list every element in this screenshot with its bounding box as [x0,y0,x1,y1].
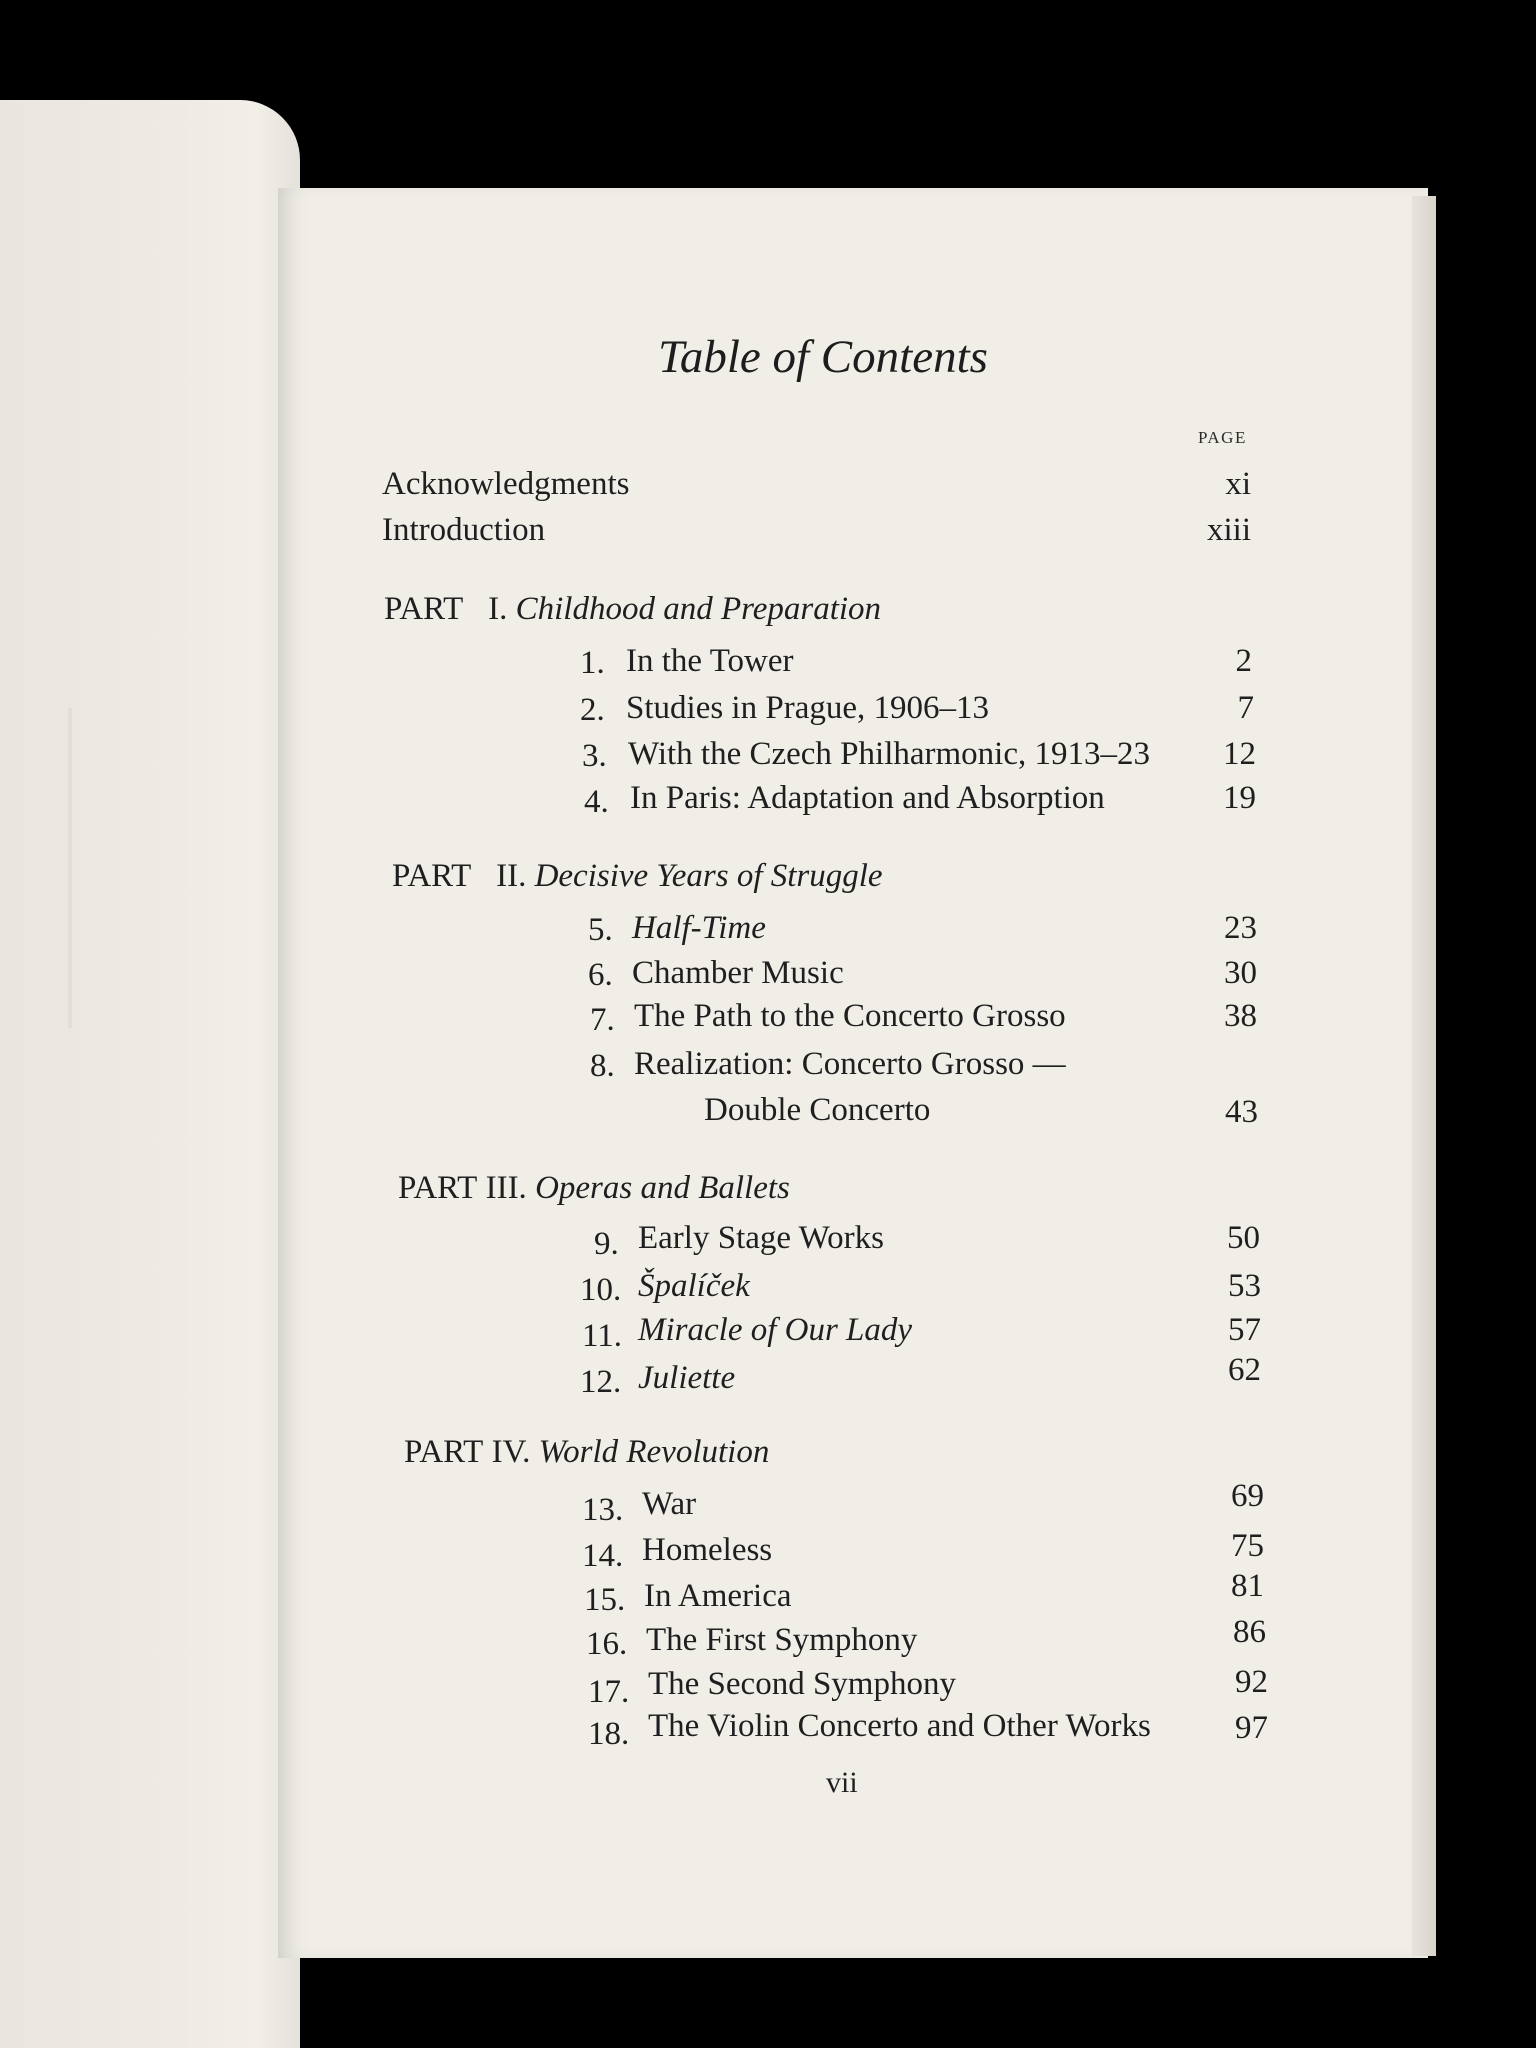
part-heading-2 [392,858,883,895]
chapter-page: 75 [1231,1528,1264,1564]
left-page [0,100,300,2048]
chapter-title: The Violin Concerto and Other Works [648,1708,1151,1744]
part-word: PART [384,591,464,627]
chapter-page: 12 [1223,736,1256,772]
toc-page-introduction: xiii [1206,512,1251,548]
chapter-page: 38 [1224,998,1257,1034]
page-crease [68,708,72,1028]
chapter-number: 5. [588,912,613,948]
chapter-page: 86 [1233,1614,1266,1650]
chapter-page: 43 [1225,1094,1258,1130]
page-number-folio: vii [826,1766,858,1799]
part-title: Decisive Years of Struggle [534,858,883,894]
chapter-number: 17. [588,1674,630,1710]
chapter-number: 16. [586,1626,628,1662]
chapter-title: With the Czech Philharmonic, 1913–23 [628,736,1150,772]
chapter-number: 8. [590,1048,615,1084]
chapter-number: 10. [580,1272,622,1308]
chapter-title: Špalíček [638,1268,750,1304]
part-numeral: I. [488,591,508,627]
chapter-title: Realization: Concerto Grosso — [634,1046,1066,1082]
chapter-page: 53 [1228,1268,1261,1304]
chapter-number: 4. [584,784,609,820]
page-title: Table of Contents [658,331,988,383]
chapter-title-continued: Double Concerto [704,1092,931,1128]
chapter-page: 62 [1228,1352,1261,1388]
part-numeral: III. [485,1170,527,1206]
chapter-number: 6. [588,957,613,993]
part-title: Childhood and Preparation [515,591,882,627]
chapter-page: 50 [1227,1220,1260,1256]
part-numeral: IV. [491,1434,531,1470]
toc-entry-acknowledgments: Acknowledgments [382,466,630,502]
part-word: PART [404,1434,484,1470]
chapter-number: 14. [582,1538,624,1574]
chapter-title: In Paris: Adaptation and Absorption [630,780,1105,816]
chapter-title: The Second Symphony [648,1666,956,1702]
part-heading-3 [398,1170,790,1207]
part-word: PART [398,1170,478,1206]
chapter-page: 19 [1223,780,1256,816]
part-title: Operas and Ballets [535,1170,790,1206]
chapter-number: 2. [580,692,605,728]
chapter-title: Studies in Prague, 1906–13 [626,690,989,726]
chapter-title: Homeless [642,1532,773,1568]
chapter-title: In the Tower [626,643,794,679]
chapter-title: War [642,1486,697,1522]
chapter-title: Half-Time [632,910,766,946]
chapter-number: 7. [590,1002,615,1038]
chapter-number: 3. [582,738,607,774]
chapter-number: 13. [582,1492,624,1528]
chapter-page: 92 [1235,1664,1268,1700]
chapter-page: 97 [1235,1710,1268,1746]
chapter-title: Chamber Music [632,955,844,991]
chapter-page: 57 [1228,1312,1261,1348]
chapter-number: 11. [582,1318,623,1354]
chapter-page: 7 [1237,690,1254,726]
chapter-number: 9. [594,1226,619,1262]
part-heading-4 [404,1434,769,1471]
chapter-number: 1. [580,645,605,681]
part-heading-1 [384,591,881,628]
chapter-page: 30 [1224,955,1257,991]
toc-page-acknowledgments: xi [1225,466,1251,502]
chapter-title: Juliette [638,1360,736,1396]
chapter-number: 12. [580,1364,622,1400]
toc-entry-introduction: Introduction [382,512,546,548]
chapter-page: 69 [1231,1478,1264,1514]
chapter-title: Miracle of Our Lady [638,1312,913,1348]
page-edge [1412,196,1436,1956]
part-word: PART [392,858,472,894]
part-numeral: II. [496,858,527,894]
chapter-number: 15. [584,1582,626,1618]
chapter-title: In America [644,1578,792,1614]
chapter-title: The First Symphony [646,1622,918,1658]
chapter-page: 81 [1231,1568,1264,1604]
chapter-title: The Path to the Concerto Grosso [634,998,1066,1034]
chapter-title: Early Stage Works [638,1220,885,1256]
chapter-page: 23 [1224,910,1257,946]
chapter-page: 2 [1235,643,1252,679]
part-title: World Revolution [538,1434,770,1470]
page-column-header: PAGE [1198,428,1247,447]
chapter-number: 18. [588,1716,630,1752]
